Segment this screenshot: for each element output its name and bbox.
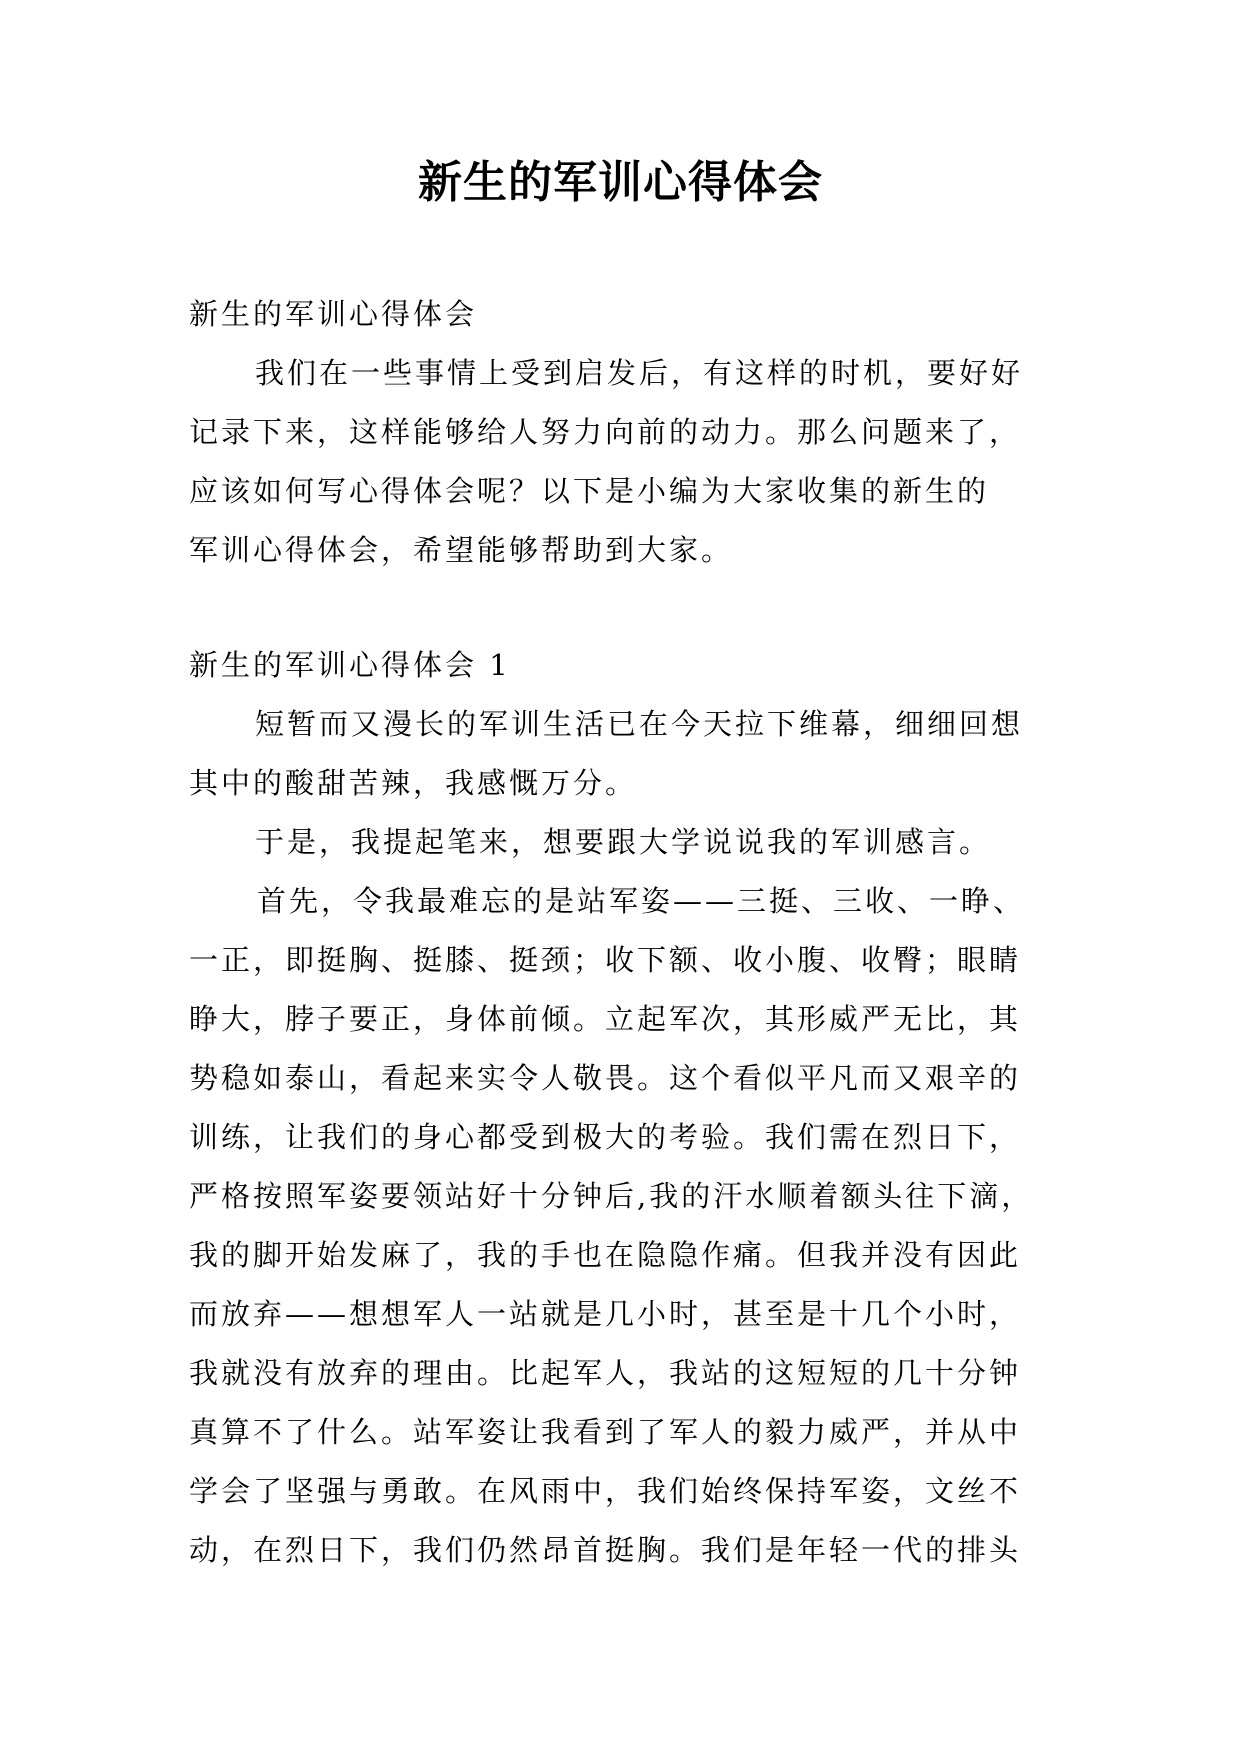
section-heading: 新生的军训心得体会 1	[189, 648, 511, 682]
paragraph-line: 一正，即挺胸、挺膝、挺颈；收下额、收小腹、收臀；眼睛	[189, 943, 1022, 977]
paragraph-line: 其中的酸甜苦辣，我感慨万分。	[189, 766, 638, 800]
intro-line: 记录下来，这样能够给人努力向前的动力。那么问题来了，	[189, 415, 1022, 449]
paragraph-line: 势稳如泰山，看起来实令人敬畏。这个看似平凡而又艰辛的	[189, 1061, 1022, 1095]
intro-heading: 新生的军训心得体会	[189, 297, 478, 331]
document-title: 新生的军训心得体会	[418, 157, 823, 208]
paragraph-line: 我就没有放弃的理由。比起军人，我站的这短短的几十分钟	[189, 1356, 1022, 1390]
paragraph-line: 严格按照军姿要领站好十分钟后,我的汗水顺着额头往下滴，	[189, 1179, 1034, 1213]
paragraph-line: 睁大，脖子要正，身体前倾。立起军次，其形威严无比，其	[189, 1002, 1022, 1036]
paragraph-line: 训练，让我们的身心都受到极大的考验。我们需在烈日下，	[189, 1120, 1022, 1154]
intro-line: 军训心得体会，希望能够帮助到大家。	[189, 533, 734, 567]
intro-line: 应该如何写心得体会呢？以下是小编为大家收集的新生的	[189, 474, 990, 508]
paragraph-line: 首先，令我最难忘的是站军姿——三挺、三收、一睁、	[257, 884, 1026, 918]
section-spacer	[189, 580, 1049, 636]
paragraph-line: 我的脚开始发麻了，我的手也在隐隐作痛。但我并没有因此	[189, 1238, 1022, 1272]
document-body	[189, 285, 1049, 1580]
paragraph-line: 真算不了什么。站军姿让我看到了军人的毅力威严，并从中	[189, 1415, 1022, 1449]
paragraph-line: 于是，我提起笔来，想要跟大学说说我的军训感言。	[255, 825, 992, 859]
paragraph-line: 学会了坚强与勇敢。在风雨中，我们始终保持军姿，文丝不	[189, 1474, 1022, 1508]
intro-line: 我们在一些事情上受到启发后，有这样的时机，要好好	[255, 356, 1024, 390]
paragraph-line: 短暂而又漫长的军训生活已在今天拉下维幕，细细回想	[255, 707, 1024, 741]
paragraph-line: 而放弃——想想军人一站就是几小时，甚至是十几个小时，	[189, 1297, 1022, 1331]
paragraph-line: 动，在烈日下，我们仍然昂首挺胸。我们是年轻一代的排头	[189, 1533, 1022, 1567]
